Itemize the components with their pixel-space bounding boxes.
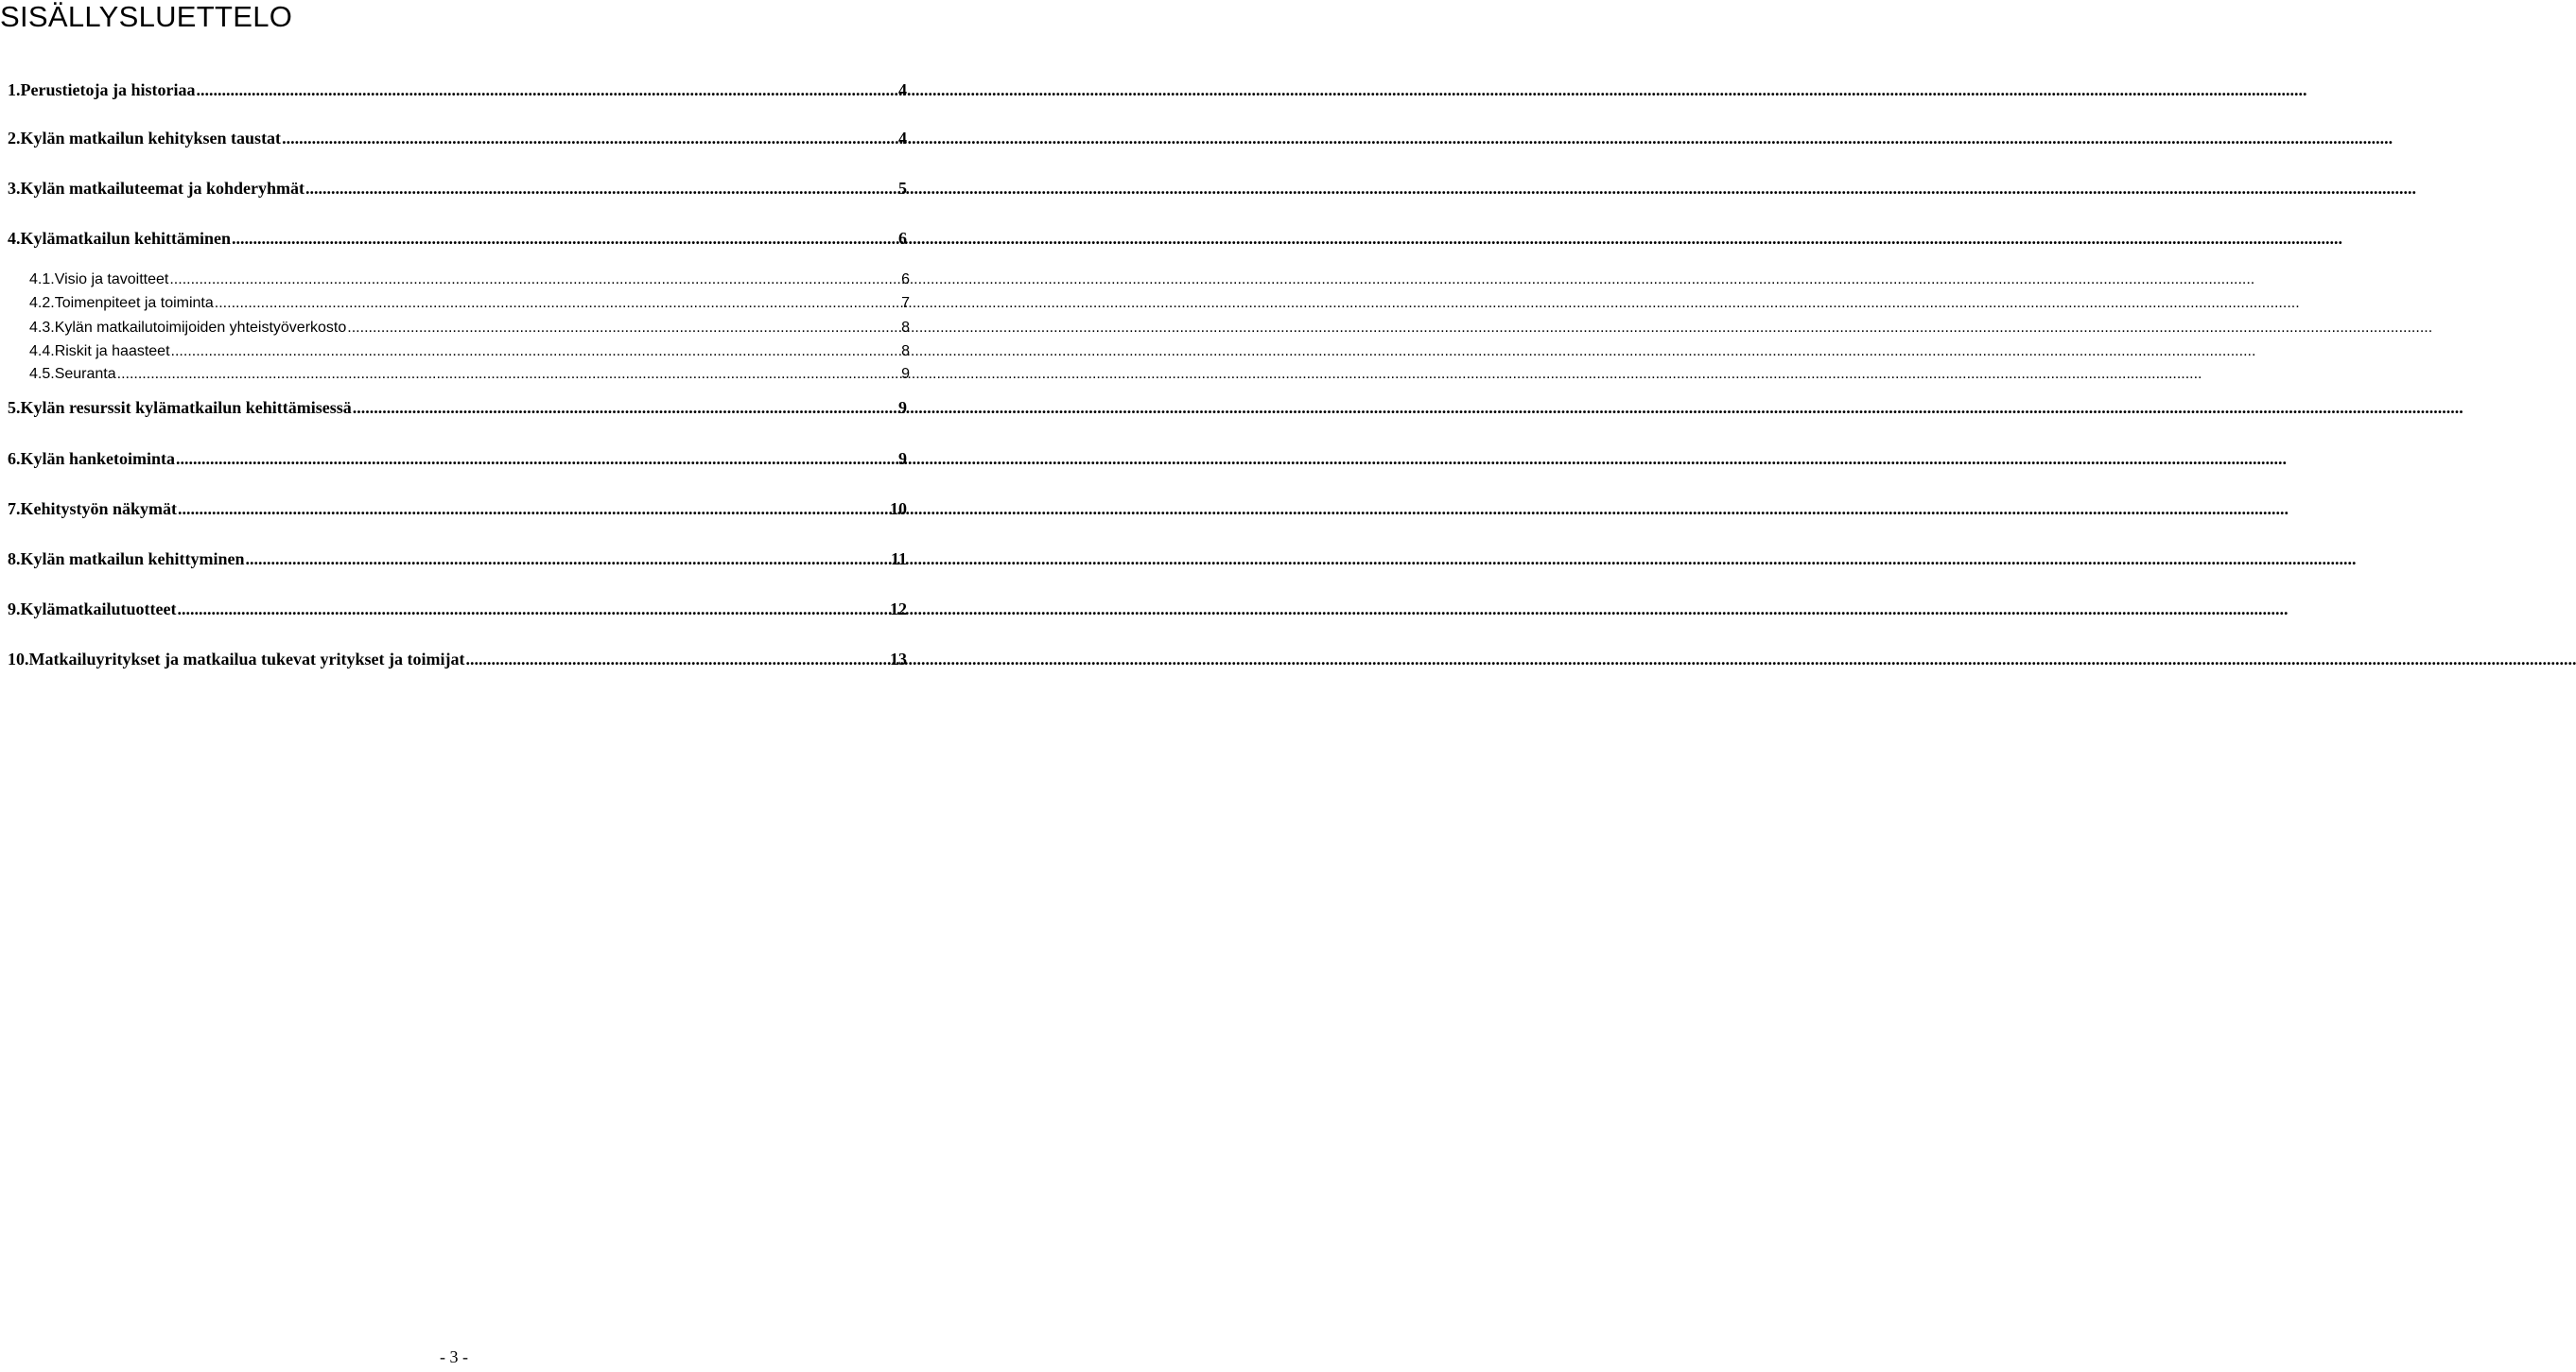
toc-entry-number: 4.4.	[29, 343, 55, 359]
toc-entry-title: Toimenpiteet ja toiminta	[54, 295, 214, 311]
toc-entry-title: Matkailuyritykset ja matkailua tukevat yritykset ja toimijat	[28, 650, 465, 669]
toc-entry-title: Kylämatkailun kehittäminen	[20, 229, 232, 248]
toc-entry-number: 7.	[8, 499, 21, 518]
toc-dot-leader	[465, 648, 887, 670]
toc-entry-title: Kylän hanketoiminta	[20, 449, 176, 468]
toc-entry-page: 6	[901, 271, 910, 287]
toc-dot-leader	[176, 447, 896, 470]
toc-dot-leader	[305, 177, 896, 200]
toc-entry-page: 11	[890, 549, 907, 568]
toc-entry-page: 4	[898, 129, 907, 148]
toc-dot-leader	[171, 340, 898, 363]
toc-dot-leader	[232, 227, 896, 250]
toc-entry-title: Riskit ja haasteet	[54, 343, 170, 359]
toc-entry-title: Perustietoja ja historiaa	[20, 80, 196, 99]
toc-entry-10[interactable]	[8, 648, 907, 670]
table-of-contents	[0, 0, 908, 1372]
toc-entry-page: 9	[898, 398, 907, 417]
toc-dot-leader	[177, 598, 887, 620]
toc-dot-leader	[196, 78, 896, 101]
toc-entry-page: 9	[898, 449, 907, 468]
toc-entry-title: Kylän matkailutoimijoiden yhteistyöverkosto	[54, 320, 347, 336]
page-title: SISÄLLYSLUETTELO	[0, 0, 293, 33]
toc-entry-4-1[interactable]	[29, 269, 910, 291]
toc-entry-title: Kylän matkailun kehittyminen	[20, 549, 245, 568]
toc-entry-number: 4.2.	[29, 295, 55, 311]
toc-entry-number: 4.1.	[29, 271, 55, 287]
toc-dot-leader	[246, 547, 888, 570]
toc-entry-4[interactable]	[8, 227, 907, 250]
toc-entry-number: 1.	[8, 80, 21, 99]
toc-dot-leader	[347, 317, 898, 339]
toc-dot-leader	[215, 292, 898, 315]
toc-entry-4-2[interactable]	[29, 292, 910, 315]
toc-dot-leader	[169, 269, 898, 291]
toc-entry-page: 7	[901, 295, 910, 311]
toc-entry-page: 9	[901, 366, 910, 382]
toc-dot-leader	[117, 363, 898, 386]
toc-entry-title: Kylän matkailuteemat ja kohderyhmät	[20, 179, 305, 198]
toc-entry-page: 10	[890, 499, 907, 518]
toc-entry-number: 10.	[8, 650, 29, 669]
toc-entry-4-4[interactable]	[29, 340, 910, 363]
toc-entry-title: Kylän matkailun kehityksen taustat	[20, 129, 282, 148]
toc-entry-1[interactable]	[8, 78, 907, 101]
toc-dot-leader	[353, 396, 896, 419]
toc-entry-number: 3.	[8, 179, 21, 198]
toc-entry-title: Kehitystyön näkymät	[20, 499, 178, 518]
toc-dot-leader	[282, 127, 896, 149]
toc-entry-page: 4	[898, 80, 907, 99]
toc-entry-page: 8	[901, 320, 910, 336]
toc-entry-6[interactable]	[8, 447, 907, 470]
toc-entry-title: Seuranta	[54, 366, 116, 382]
toc-entry-page: 6	[898, 229, 907, 248]
toc-entry-3[interactable]	[8, 177, 907, 200]
toc-dot-leader	[178, 497, 887, 520]
toc-entry-title: Visio ja tavoitteet	[54, 271, 169, 287]
toc-entry-4-5[interactable]	[29, 363, 910, 386]
toc-entry-page: 12	[890, 599, 907, 618]
toc-entry-7[interactable]	[8, 497, 907, 520]
toc-entry-5[interactable]	[8, 396, 907, 419]
toc-entry-number: 5.	[8, 398, 21, 417]
toc-entry-4-3[interactable]	[29, 317, 910, 339]
toc-entry-8[interactable]	[8, 547, 907, 570]
toc-entry-number: 8.	[8, 549, 21, 568]
toc-entry-number: 6.	[8, 449, 21, 468]
toc-entry-title: Kylämatkailutuotteet	[20, 599, 177, 618]
toc-entry-2[interactable]	[8, 127, 907, 149]
toc-entry-number: 2.	[8, 129, 21, 148]
toc-entry-page: 8	[901, 343, 910, 359]
toc-entry-page: 13	[890, 650, 907, 669]
page-number: - 3 -	[440, 1347, 468, 1366]
toc-entry-page: 5	[898, 179, 907, 198]
toc-entry-9[interactable]	[8, 598, 907, 620]
toc-entry-number: 4.3.	[29, 320, 55, 336]
toc-entry-title: Kylän resurssit kylämatkailun kehittämisessä	[20, 398, 352, 417]
toc-entry-number: 9.	[8, 599, 21, 618]
toc-entry-number: 4.	[8, 229, 21, 248]
toc-entry-number: 4.5.	[29, 366, 55, 382]
